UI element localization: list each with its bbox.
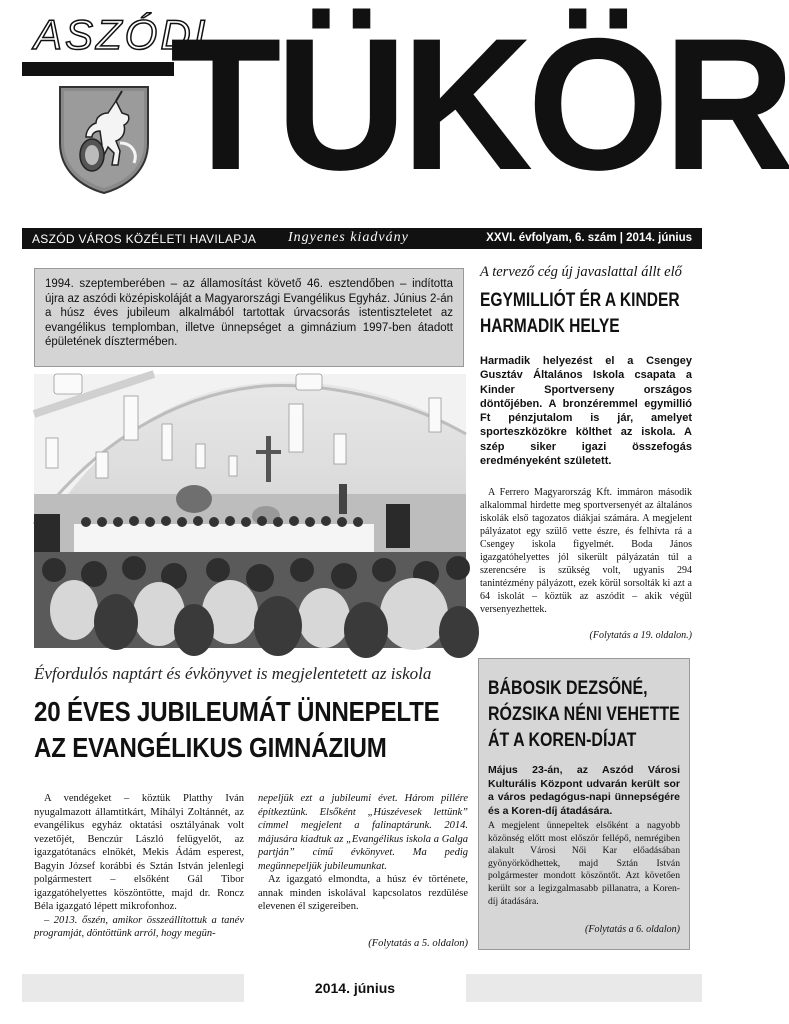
paragraph: Az igazgató elmondta, a húsz év története, annak minden iskolával kapcsolatos rezdülése elevenen él szigereiben. bbox=[258, 874, 468, 912]
footer-band-right bbox=[466, 974, 702, 1002]
masthead-band bbox=[22, 228, 702, 249]
masthead-rule bbox=[22, 62, 174, 76]
main-article-column-1 bbox=[34, 792, 244, 941]
award-body: A megjelent ünnepeltek elsőként a nagyobb közönség előtt most először fellépő, nemrégiben alakult Városi Női Kar előadásában gyönyörködhettek, majd Sztán István polgármester mondott köszöntőt. Azt követően került sor a legizgalmasabb pillanatra, a Koren-díj átadására. bbox=[488, 820, 680, 907]
footer-band-left bbox=[22, 974, 244, 1002]
right-article-continued: (Folytatás a 19. oldalon.) bbox=[589, 630, 692, 641]
main-article-kicker: Évfordulós naptárt és évkönyvet is megjelentetett az iskola bbox=[34, 664, 432, 683]
award-headline bbox=[488, 676, 690, 754]
issue-info: XXVI. évfolyam, 6. szám | 2014. június bbox=[486, 232, 692, 244]
award-headline-line-3: ÁT A KOREN-DÍJAT bbox=[488, 730, 637, 751]
paragraph: A Ferrero Magyarország Kft. immáron második alkalommal hirdette meg sportversenyét az általános iskolák első tagozatos diákjai számára. A megjelent pályázatot egy szülő vette észre, és felhívta rá a Csengey iskola figyelmét. Boda János igazgatóhelyettes jól sikerült pályázatán túl a szerencsére is szükség volt, ugyanis 294 tanintézmény pályázott, ezek körül sorsolták ki azt a 64 iskolát – köztük az aszódit – akik végül versenyezhettek. bbox=[480, 487, 692, 615]
main-article-continued: (Folytatás a 5. oldalon) bbox=[368, 938, 468, 949]
right-article-body bbox=[480, 486, 692, 616]
main-headline-line-2: AZ EVANGÉLIKUS GIMNÁZIUM bbox=[34, 732, 387, 763]
right-article-lead: Harmadik helyezést el a Csengey Gusztáv Általános Iskola csapata a Kinder Sportverseny országos döntőjében. A bronzéremmel egymillió Ft pénzjutalom is jár, amelyet sporteszközökre költhet az iskola. A szép siker igazi összefogás eredményeként született. bbox=[480, 355, 692, 468]
main-article-column-2 bbox=[258, 792, 468, 914]
intro-text: 1994. szeptemberében – az államosítást követő 46. esztendőben – indította újra az aszódi középiskoláját a Magyarországi Evangélikus Egyház. Június 2-án a húsz éves jubileum alkalmából tartottak úrvacsorás istentiszteletet az evangélikus templomban, illetve ünnepséget a gimnázium 1997-ben átadott épületének dísztermében. bbox=[45, 278, 453, 348]
paragraph: – 2013. őszén, amikor összeállítottuk a tanév programját, döntöttünk arról, hogy megün- bbox=[34, 914, 244, 939]
masthead-town: ASZÓDI bbox=[34, 11, 209, 58]
right-article-headline bbox=[480, 288, 693, 340]
award-continued: (Folytatás a 6. oldalon) bbox=[585, 924, 680, 935]
free-issue-label: Ingyenes kiadvány bbox=[288, 230, 409, 245]
ceremony-photo bbox=[34, 374, 466, 648]
award-headline-line-1: BÁBOSIK DEZSŐNÉ, bbox=[488, 678, 648, 699]
right-headline-line-1: EGYMILLIÓT ÉR A KINDER bbox=[480, 290, 680, 311]
footer-date: 2014. június bbox=[314, 980, 396, 996]
award-headline-line-2: RÓZSIKA NÉNI VEHETTE bbox=[488, 704, 680, 725]
ceremony-photo-illustration bbox=[34, 374, 466, 648]
main-article-headline bbox=[34, 694, 464, 766]
publication-subtitle: ASZÓD VÁROS KÖZÉLETI HAVILAPJA bbox=[32, 232, 257, 246]
masthead-title: TÜKÖR bbox=[170, 0, 789, 209]
right-headline-line-2: HARMADIK HELYE bbox=[480, 316, 620, 337]
award-lead: Május 23-án, az Aszód Városi Kulturális Központ udvarán került sor a város pedagógus-napi ünnepségére és a Koren-díj átadására. bbox=[488, 764, 680, 817]
town-crest-icon bbox=[56, 83, 152, 195]
main-headline-line-1: 20 ÉVES JUBILEUMÁT ÜNNEPELTE bbox=[34, 696, 440, 727]
paragraph: A vendégeket – köztük Platthy Iván nyugalmazott államtitkárt, Mihályi Zoltánnét, az evangélikus egyház oktatási osztályának volt vezetőjét, Benczúr László felügyelőt, az igazgatótanács elnökét, Mekis Ádám esperest, Bagyin József korábbi és Sztán István jelenlegi polgármestert – elsőként Gál Tibor igazgatóhelyettes köszöntötte, majd dr. Roncz Béla igazgató lépett mikrofonhoz. bbox=[34, 793, 244, 912]
paragraph: nepeljük ezt a jubileumi évet. Három pillére építkeztünk. Elsőként „Húszévesek lettünk” címmel megjelent a falinaptárunk. 2014. májusára kiadtuk az „Evangélikus iskola a Galga partján” című évkönyvet. Ma pedig megünnepeljük jubileumunkat. bbox=[258, 793, 468, 872]
right-article-kicker: A tervező cég új javaslattal állt elő bbox=[480, 264, 682, 280]
